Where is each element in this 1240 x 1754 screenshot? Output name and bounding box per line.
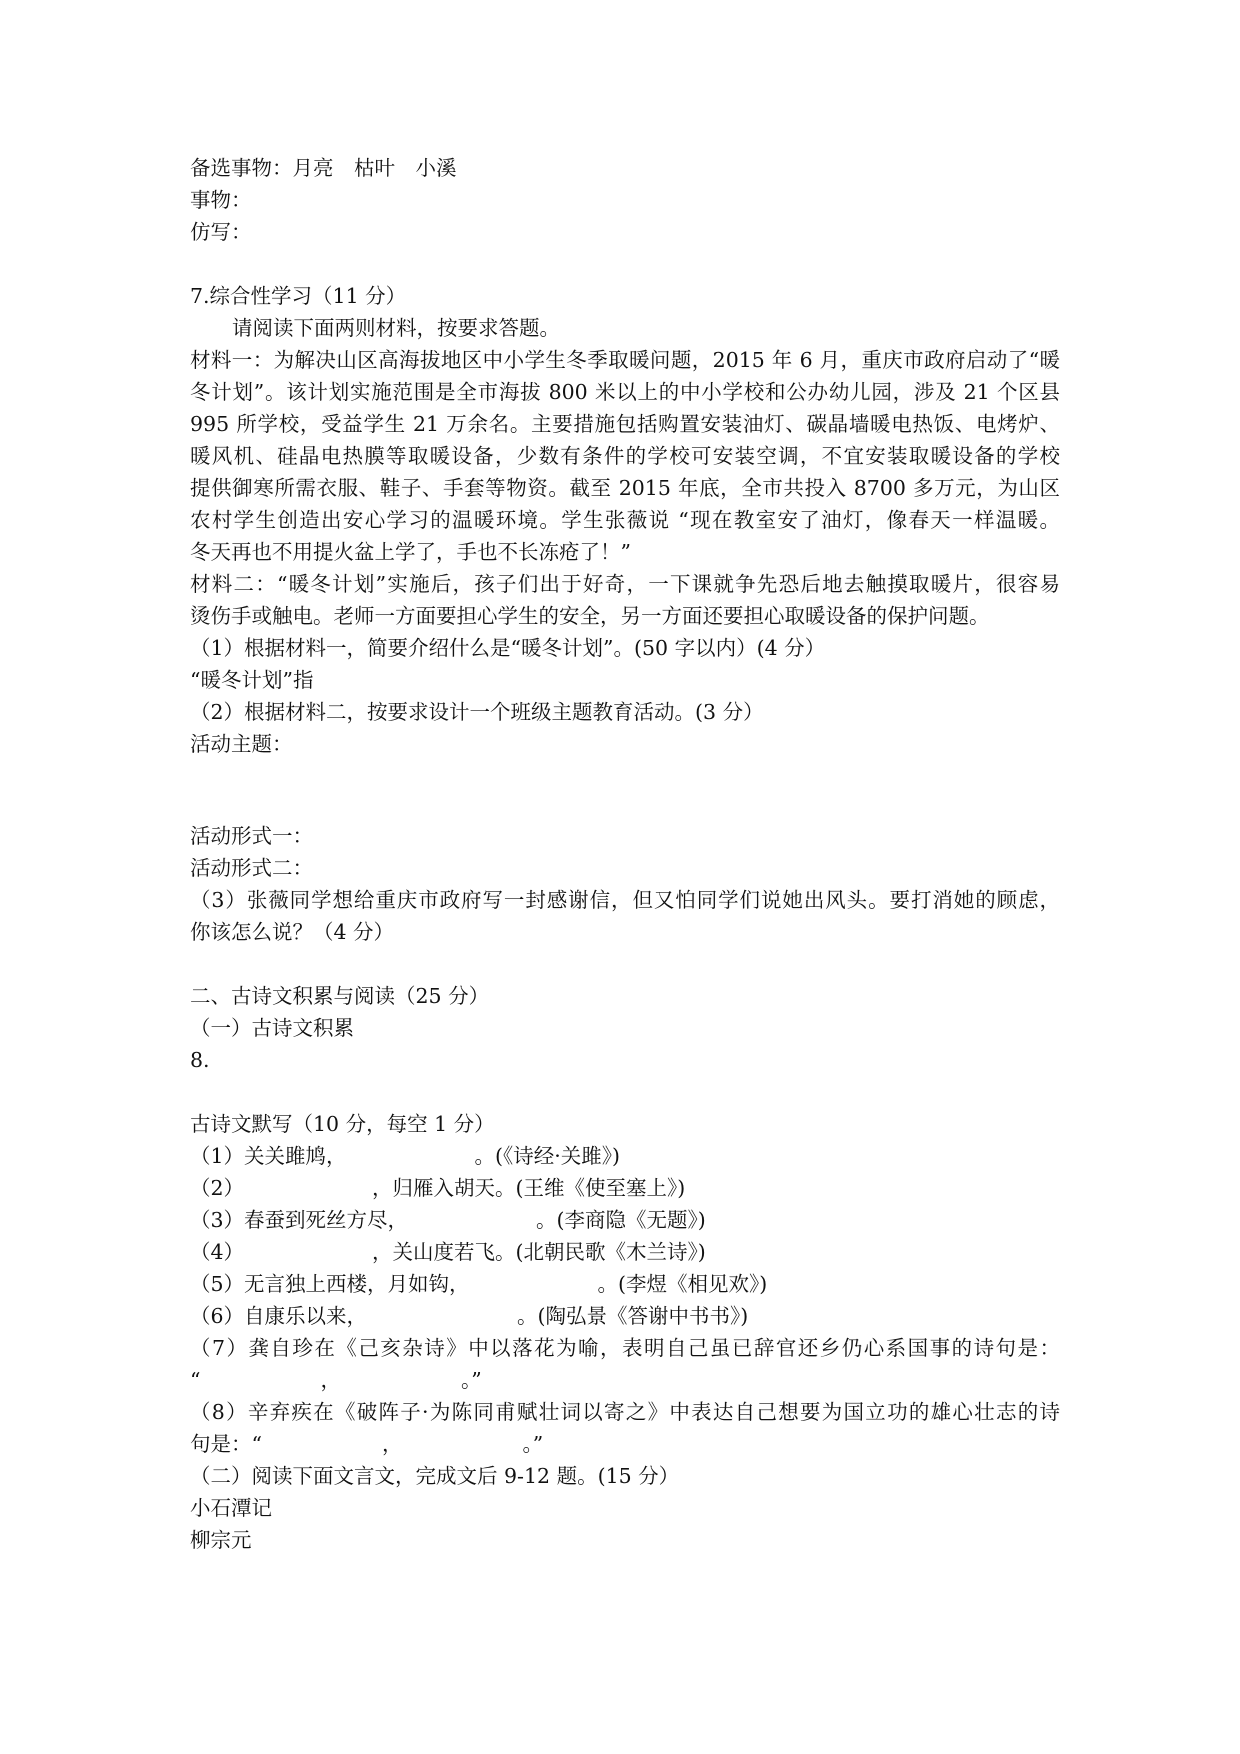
dictation-item8-blanks [190, 1428, 1060, 1460]
item-text: （3）春蚕到死丝方尽， [190, 1208, 409, 1232]
item-text: （2） [190, 1176, 245, 1200]
material1-line: 995 所学校，受益学生 21 万余名。主要措施包括购置安装油灯、碳晶墙暖电热饭、电烤炉、 [190, 412, 1060, 436]
item-text: （6）自康乐以来， [190, 1304, 368, 1328]
material1-line: 农村学生创造出安心学习的温暖环境。学生张薇说 “现在教室安了油灯，像春天一样温暖。 [190, 508, 1060, 532]
item-text: （1）关关雎鸠， [190, 1144, 347, 1168]
q7-sub3-line: （3）张薇同学想给重庆市政府写一封感谢信，但又怕同学们说她出风头。要打消她的顾虑， [190, 888, 1060, 912]
q7-instruction: 请阅读下面两则材料，按要求答题。 [232, 316, 560, 340]
essay-title: 小石潭记 [190, 1496, 272, 1520]
comma: ， [381, 1432, 403, 1456]
part2-title: （二）阅读下面文言文，完成文后 9-12 题。(15 分） [190, 1464, 680, 1488]
item-source: 。(李煜《相见欢》) [597, 1272, 768, 1296]
item-source: 。(李商隐《无题》) [536, 1208, 706, 1232]
dictation-item [190, 1172, 1060, 1204]
comma: ， [320, 1368, 341, 1392]
activity-form1-label: 活动形式一： [190, 824, 313, 848]
material1-line: 冬天再也不用提火盆上学了，手也不长冻疮了！” [190, 540, 631, 564]
q8-number: 8. [190, 1048, 210, 1072]
dictation-item [190, 1300, 1060, 1332]
item8-prefix: 句是：“ [190, 1432, 262, 1456]
q7-sub1-answer-lead: “暖冬计划”指 [190, 668, 314, 692]
item-source: ，归雁入胡天。(王维《使至塞上》) [372, 1176, 686, 1200]
material2-line: 材料二：“暖冬计划”实施后，孩子们出于好奇，一下课就争先恐后地去触摸取暖片，很容易 [190, 572, 1060, 596]
item-text: （4） [190, 1240, 245, 1264]
dictation-title: 古诗文默写（10 分，每空 1 分） [190, 1112, 495, 1136]
part1-title: （一）古诗文积累 [190, 1016, 354, 1040]
item-source: 。(陶弘景《答谢中书书》) [517, 1304, 749, 1328]
dictation-item7-line: （7）龚自珍在《己亥杂诗》中以落花为喻，表明自己虽已辞官还乡仍心系国事的诗句是： [190, 1336, 1060, 1360]
dictation-item8-line: （8）辛弃疾在《破阵子·为陈同甫赋壮词以寄之》中表达自己想要为国立功的雄心壮志的诗 [190, 1400, 1060, 1424]
quote-open: “ [190, 1368, 201, 1392]
candidate-things: 备选事物：月亮 枯叶 小溪 [190, 156, 457, 180]
dictation-item [190, 1236, 1060, 1268]
essay-author: 柳宗元 [190, 1528, 252, 1552]
section2-title: 二、古诗文积累与阅读（25 分） [190, 984, 490, 1008]
dictation-item [190, 1140, 1060, 1172]
imitate-label: 仿写： [190, 220, 252, 244]
item-source: ，关山度若飞。(北朝民歌《木兰诗》) [372, 1240, 706, 1264]
dictation-item [190, 1204, 1060, 1236]
q7-sub3-line: 你该怎么说？（4 分） [190, 920, 395, 944]
activity-form2-label: 活动形式二： [190, 856, 313, 880]
q7-sub1: （1）根据材料一，简要介绍什么是“暖冬计划”。(50 字以内）(4 分） [190, 636, 826, 660]
thing-label: 事物： [190, 188, 252, 212]
material2-line: 烫伤手或触电。老师一方面要担心学生的安全，另一方面还要担心取暖设备的保护问题。 [190, 604, 990, 628]
material1-line: 冬计划”。该计划实施范围是全市海拔 800 米以上的中小学校和公办幼儿园，涉及 21 个区县 [190, 380, 1060, 404]
material1-line: 材料一：为解决山区高海拔地区中小学生冬季取暖问题，2015 年 6 月，重庆市政府启动了“暖 [190, 348, 1060, 372]
quote-close: 。” [522, 1432, 544, 1456]
quote-close: 。” [460, 1368, 482, 1392]
material1-line: 暖风机、硅晶电热膜等取暖设备，少数有条件的学校可安装空调，不宜安装取暖设备的学校 [190, 444, 1060, 468]
q7-sub2: （2）根据材料二，按要求设计一个班级主题教育活动。(3 分） [190, 700, 764, 724]
activity-theme-label: 活动主题： [190, 732, 293, 756]
material1-line: 提供御寒所需衣服、鞋子、手套等物资。截至 2015 年底，全市共投入 8700 多万元，为山区 [190, 476, 1060, 500]
dictation-item7-blanks [190, 1364, 1060, 1396]
item-text: （5）无言独上西楼，月如钩， [190, 1272, 470, 1296]
q7-title: 7.综合性学习（11 分） [190, 284, 407, 308]
item-source: 。(《诗经·关雎》) [474, 1144, 621, 1168]
dictation-item [190, 1268, 1060, 1300]
